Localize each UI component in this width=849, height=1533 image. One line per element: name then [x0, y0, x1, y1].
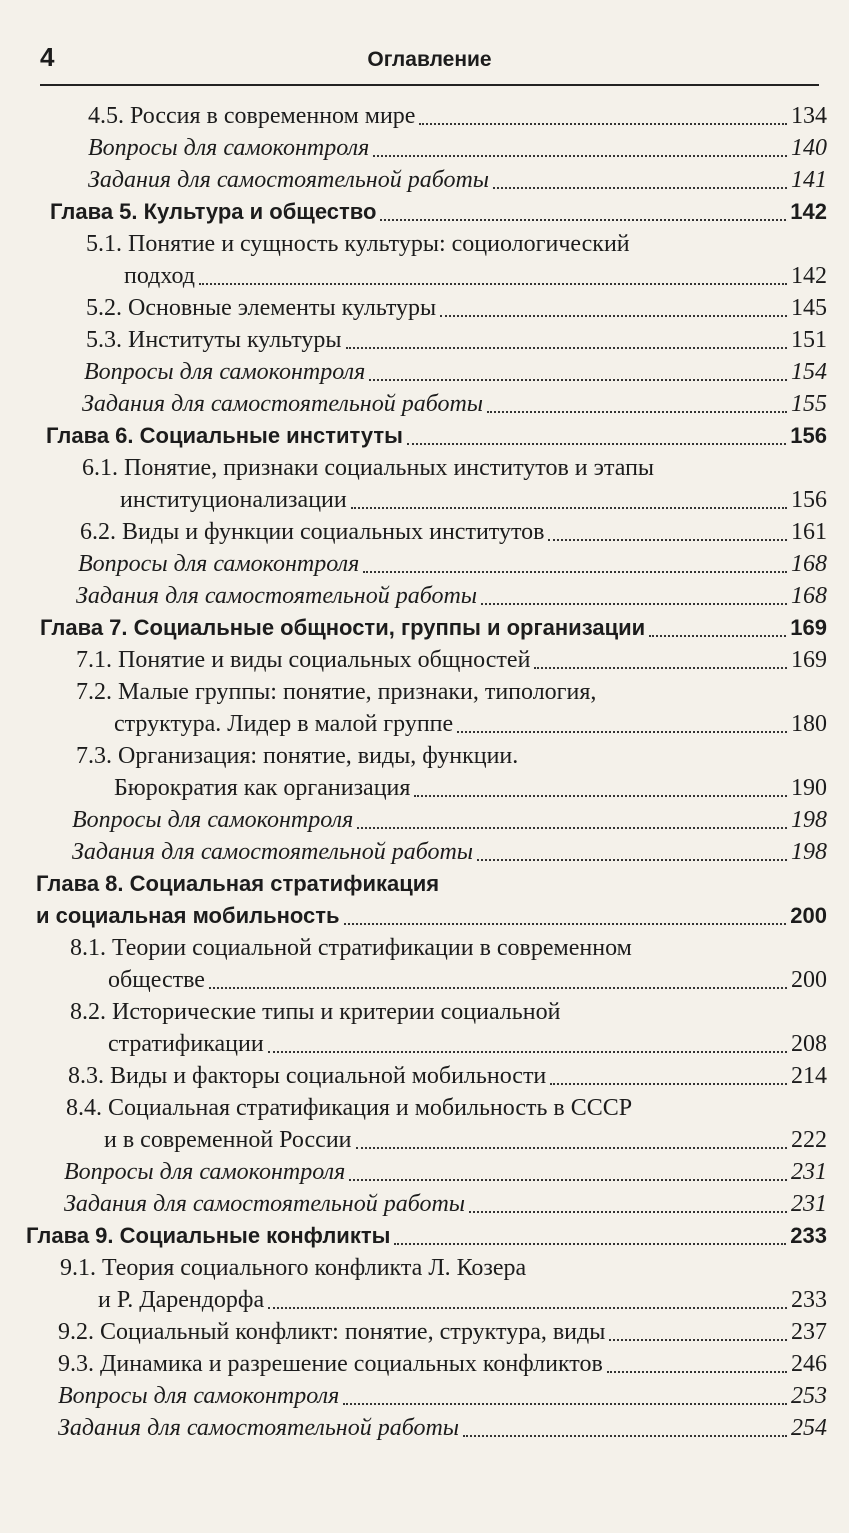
toc-entry-title: и Р. Дарендорфа [98, 1287, 265, 1313]
toc-page-number: 142 [791, 263, 827, 289]
dot-leader [349, 1178, 787, 1181]
toc-entry-title: Глава 9. Социальные конфликты [26, 1223, 391, 1248]
dot-leader [373, 154, 787, 157]
toc-page-number: 200 [791, 967, 827, 993]
toc-page-number: 142 [790, 199, 827, 224]
toc-section [0, 740, 849, 804]
toc-page-number: 168 [791, 551, 827, 577]
toc-page-number: 134 [791, 103, 827, 129]
toc-section [0, 996, 849, 1060]
toc-page-number: 169 [791, 647, 827, 673]
dot-leader [369, 378, 787, 381]
dot-leader [199, 282, 787, 285]
toc-page-number: 161 [791, 519, 827, 545]
toc-entry-title: Задания для самостоятельной работы [64, 1191, 466, 1217]
toc-page-number: 190 [791, 775, 827, 801]
toc-section [0, 1316, 849, 1348]
toc-entry-title: Вопросы для самоконтроля [78, 551, 360, 577]
toc-section [0, 228, 849, 292]
dot-leader [346, 346, 787, 349]
toc-exercise-entry [0, 1188, 849, 1220]
toc-entry-title: и в современной России [104, 1127, 352, 1153]
toc-entry-title: Вопросы для самоконтроля [58, 1383, 340, 1409]
dot-leader [209, 986, 787, 989]
dot-leader [343, 1402, 787, 1405]
toc-entry-title: 9.3. Динамика и разрешение социальных конфликтов [58, 1351, 603, 1377]
toc-page-number: 222 [791, 1127, 827, 1153]
toc-entry-title: 9.2. Социальный конфликт: понятие, структура, виды [58, 1319, 606, 1345]
toc-page-number: 200 [790, 903, 827, 928]
toc-page-number: 208 [791, 1031, 827, 1057]
dot-leader [268, 1306, 787, 1309]
toc-entry-title: 6.1. Понятие, признаки социальных институтов и этапы [82, 455, 655, 481]
toc-entry-title: 5.3. Институты культуры [86, 327, 342, 353]
dot-leader [609, 1338, 787, 1341]
toc-entry-title: 8.2. Исторические типы и критерии социальной [70, 999, 561, 1025]
dot-leader [477, 858, 787, 861]
toc-entry-title: 9.1. Теория социального конфликта Л. Козера [60, 1255, 527, 1281]
toc-page-number: 140 [791, 135, 827, 161]
toc-entry-title: Задания для самостоятельной работы [82, 391, 484, 417]
toc-entry-title: 5.2. Основные элементы культуры [86, 295, 437, 321]
toc-page-number: 231 [791, 1191, 827, 1217]
toc-page-number: 156 [791, 487, 827, 513]
running-head: Оглавление [367, 48, 492, 71]
toc-page-number: 145 [791, 295, 827, 321]
dot-leader [534, 666, 787, 669]
toc-entry-title: 7.3. Организация: понятие, виды, функции. [76, 743, 519, 769]
toc-exercise-entry [0, 1380, 849, 1412]
toc-entry-title: Вопросы для самоконтроля [72, 807, 354, 833]
toc-entry-title: Бюрократия как организация [114, 775, 411, 801]
toc-section [0, 292, 849, 324]
dot-leader [440, 314, 787, 317]
toc-section [0, 324, 849, 356]
toc-chapter [0, 1220, 849, 1252]
toc-page-number: 155 [791, 391, 827, 417]
toc-entry-title: Глава 8. Социальная стратификация [36, 871, 440, 896]
toc-page-number: 233 [791, 1287, 827, 1313]
toc-chapter [0, 612, 849, 644]
toc-entry-title: структура. Лидер в малой группе [114, 711, 454, 737]
toc-entry-title: 7.1. Понятие и виды социальных общностей [76, 647, 531, 673]
toc-entry-title: Задания для самостоятельной работы [88, 167, 490, 193]
toc-exercise-entry [0, 804, 849, 836]
toc-page-number: 254 [791, 1415, 827, 1441]
dot-leader [548, 538, 787, 541]
dot-leader [463, 1434, 787, 1437]
toc-entry-title: Вопросы для самоконтроля [64, 1159, 346, 1185]
toc-page-number: 180 [791, 711, 827, 737]
toc-page-number: 169 [790, 615, 827, 640]
dot-leader [268, 1050, 787, 1053]
toc-page-number: 198 [791, 807, 827, 833]
toc-entry-title: 8.1. Теории социальной стратификации в современном [70, 935, 632, 961]
toc-section [0, 516, 849, 548]
dot-leader [380, 218, 786, 221]
toc-entry-title: Задания для самостоятельной работы [58, 1415, 460, 1441]
toc-section [0, 100, 849, 132]
toc-page-number: 168 [791, 583, 827, 609]
toc-entry-title: 5.1. Понятие и сущность культуры: социологический [86, 231, 630, 257]
toc-entry-title: Задания для самостоятельной работы [72, 839, 474, 865]
toc-chapter [0, 196, 849, 228]
toc-exercise-entry [0, 132, 849, 164]
toc-page-number: 198 [791, 839, 827, 865]
toc-exercise-entry [0, 388, 849, 420]
dot-leader [363, 570, 787, 573]
dot-leader [457, 730, 787, 733]
toc-section [0, 644, 849, 676]
toc-entry-title: 4.5. Россия в современном мире [88, 103, 416, 129]
toc-entry-title: Глава 6. Социальные институты [46, 423, 403, 448]
toc-entry-title: 7.2. Малые группы: понятие, признаки, типология, [76, 679, 597, 705]
dot-leader [487, 410, 787, 413]
dot-leader [407, 442, 786, 445]
dot-leader [419, 122, 787, 125]
toc-entry-title: Задания для самостоятельной работы [76, 583, 478, 609]
toc-exercise-entry [0, 1412, 849, 1444]
toc-chapter [0, 420, 849, 452]
toc-page-number: 156 [790, 423, 827, 448]
toc-entry-title: обществе [108, 967, 205, 993]
toc-section [0, 932, 849, 996]
toc-entry-title: подход [124, 263, 195, 289]
toc-page-number: 151 [791, 327, 827, 353]
toc-exercise-entry [0, 580, 849, 612]
toc-entry-title: институционализации [120, 487, 347, 513]
dot-leader [493, 186, 787, 189]
toc-exercise-entry [0, 836, 849, 868]
toc-page-number: 233 [790, 1223, 827, 1248]
dot-leader [344, 922, 787, 925]
toc-chapter [0, 868, 849, 932]
toc-page-number: 141 [791, 167, 827, 193]
toc-section [0, 676, 849, 740]
dot-leader [357, 826, 787, 829]
dot-leader [414, 794, 787, 797]
dot-leader [356, 1146, 787, 1149]
toc-entry-title: и социальная мобильность [36, 903, 340, 928]
toc-entry-title: 8.4. Социальная стратификация и мобильность в СССР [66, 1095, 633, 1121]
dot-leader [649, 634, 786, 637]
dot-leader [351, 506, 787, 509]
toc-page-number: 253 [791, 1383, 827, 1409]
toc-page-number: 214 [791, 1063, 827, 1089]
page-number: 4 [40, 42, 55, 72]
toc-page-number: 154 [791, 359, 827, 385]
toc-exercise-entry [0, 548, 849, 580]
toc-entry-title: стратификации [108, 1031, 264, 1057]
toc-exercise-entry [0, 356, 849, 388]
toc-entry-title: Вопросы для самоконтроля [88, 135, 370, 161]
toc-section [0, 1092, 849, 1156]
dot-leader [607, 1370, 787, 1373]
toc-page-number: 231 [791, 1159, 827, 1185]
dot-leader [550, 1082, 787, 1085]
toc-exercise-entry [0, 1156, 849, 1188]
toc-section [0, 452, 849, 516]
dot-leader [469, 1210, 787, 1213]
dot-leader [394, 1242, 786, 1245]
page-header [40, 38, 819, 86]
toc-page-number: 246 [791, 1351, 827, 1377]
toc-entry-title: Вопросы для самоконтроля [84, 359, 366, 385]
toc-entry-title: Глава 5. Культура и общество [50, 199, 377, 224]
toc-page-number: 237 [791, 1319, 827, 1345]
dot-leader [481, 602, 787, 605]
toc-exercise-entry [0, 164, 849, 196]
toc-section [0, 1060, 849, 1092]
toc-section [0, 1348, 849, 1380]
toc-section [0, 1252, 849, 1316]
toc-entry-title: 8.3. Виды и факторы социальной мобильности [68, 1063, 547, 1089]
toc-entry-title: Глава 7. Социальные общности, группы и организации [40, 615, 646, 640]
table-of-contents [0, 100, 849, 1444]
toc-entry-title: 6.2. Виды и функции социальных институтов [80, 519, 545, 545]
